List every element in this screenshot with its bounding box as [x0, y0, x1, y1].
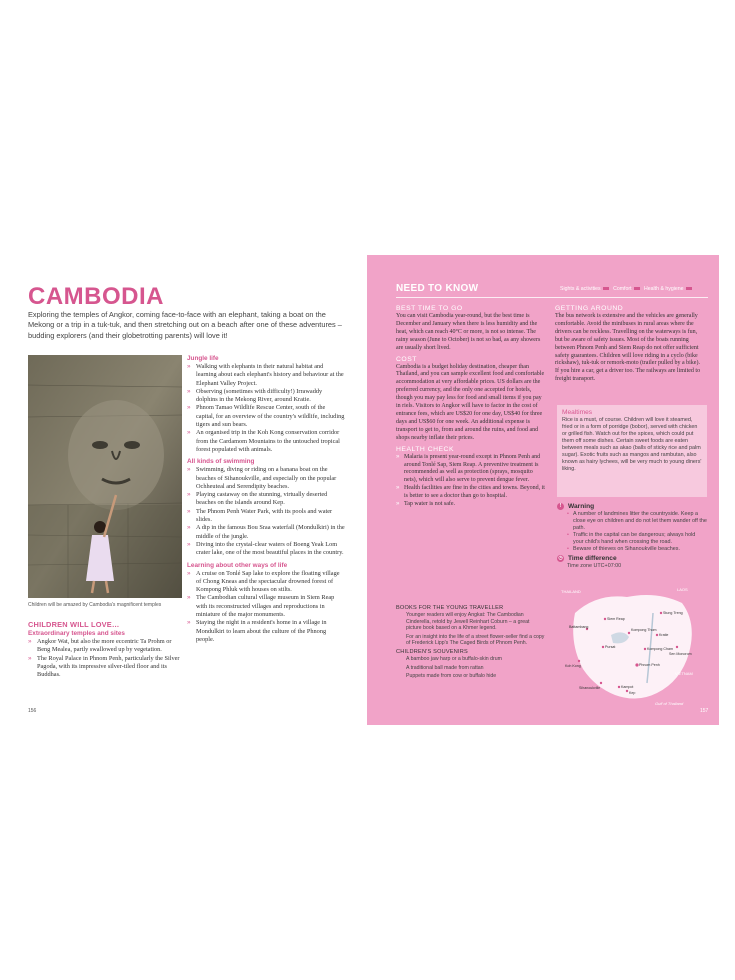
need-to-know-title: NEED TO KNOW — [396, 283, 479, 294]
map-city: Kompong Thom — [631, 628, 657, 632]
list-item: » The Royal Palace in Phnom Penh, particularly the Silver Pagoda, with its impressive silver-tiled floor and its Buddhas. — [28, 655, 182, 680]
section-heading: All kinds of swimming — [187, 458, 255, 466]
children-column-left — [28, 620, 182, 683]
map-city: Kratie — [659, 633, 669, 637]
section-heading: Learning about other ways of life — [187, 561, 288, 569]
bullet-list — [187, 363, 345, 454]
page-title: CAMBODIA — [28, 283, 164, 310]
list-item: » An organised trip in the Koh Kong conservation corridor from the Cardamom Mountains to the untouched tropical forest populated with animals. — [187, 429, 345, 454]
map-city: Stung Treng — [663, 611, 683, 615]
list-item: » Phnom Tamao Wildlife Rescue Center, south of the capital, for an overview of the country's wildlife, including tigers and sun bears. — [187, 404, 345, 429]
legend-dot — [634, 287, 640, 290]
map-city: Pursat — [605, 645, 616, 649]
warning-heading — [557, 503, 707, 510]
list-item: » Angkor Wat, but also the more eccentric Ta Prohm or Beng Mealea, partly swallowed up by vegetation. — [28, 638, 182, 655]
page-number: 156 — [28, 708, 37, 714]
warning-icon: ! — [557, 503, 564, 510]
legend-item: Health & hygiene — [644, 286, 684, 292]
list-item: » The Phnom Penh Water Park, with its pools and water slides. — [187, 508, 345, 525]
cost-text: Cambodia is a budget holiday destination, cheaper than Thailand, and you can sample excellent food and comfortable accommodation at very affordable prices. US dollars are the preferred currency, and the only one accepted for hotels, though you may pay less for food and small items if you pay in riels. Visitors to Angkor will have to factor in the cost of entrance fees, which are US$20 for one day, US$40 for three days and US$60 for one week. An additional expense is transport to get to, from and around the ruins, and food and shops nearby inflate their prices. — [396, 363, 545, 441]
children-heading: CHILDREN WILL LOVE… — [28, 620, 120, 629]
bullet-list — [187, 466, 345, 557]
page-number: 157 — [700, 708, 709, 714]
section-heading: Jungle life — [187, 355, 219, 362]
need-to-know-column-1 — [396, 305, 546, 509]
souvenirs-heading: CHILDREN'S SOUVENIRS — [396, 648, 468, 655]
map-city: Sen Monorom — [669, 652, 692, 656]
legend-dot — [686, 287, 692, 290]
intro-text: Exploring the temples of Angkor, coming face-to-face with an elephant, taking a boat on the Mekong or a trip in a tuk-tuk, and then stretching out on a beach after one of these adventures – budding explorers (and their globetrotting parents) will love it! — [28, 310, 342, 340]
list-item: • Beware of thieves on Sihanoukville beaches. — [567, 546, 707, 553]
map-label-gulf: Gulf of Thailand — [655, 701, 684, 706]
map-label-laos: LAOS — [677, 587, 688, 592]
souvenir-item: A traditional ball made from rattan — [406, 664, 484, 671]
section-heading: Extraordinary temples and sites — [28, 630, 125, 637]
getting-around-text: The bus network is extensive and the vehicles are generally comfortable. Avoid the minibuses in rural areas where the drivers can be reckless. Travelling on the waterways is fun, but be aware of safety issues. Most of the boats running between Phnom Penh and Siem Reap do not offer sufficient safety guarantees. Children will love riding in a cyclo (bike rickshaw), tuk-tuk or remork-moto (trailer pulled by a bike). If you hire a car, get a driver too. The railways are limited to freight transport. — [555, 313, 701, 383]
books-heading: BOOKS FOR THE YOUNG TRAVELLER — [396, 605, 504, 611]
warning-section — [557, 503, 707, 569]
list-item: » Staying the night in a resident's home in a village in Mondulkiri to learn about the culture of the Phnong people. — [187, 619, 345, 644]
clock-icon: ◷ — [558, 555, 563, 561]
book-item: For an insight into the life of a street flower-seller find a copy of Frederick Lipp's The Caged Birds of Phnom Penh. — [406, 633, 545, 647]
best-time-text: You can visit Cambodia year-round, but the best time is December and January when there is less humidity and the heat, which can reach 40°C or more, is not so intense. The rainy season (June to October) is not so bad, as any showers are usually short lived. — [396, 313, 541, 351]
souvenir-item: A bamboo jaw harp or a buffalo-skin drum — [406, 655, 502, 662]
health-list — [396, 454, 546, 509]
list-item: » A dip in the famous Bou Sraa waterfall (Mondulkiri) in the middle of the jungle. — [187, 524, 345, 541]
warning-list — [557, 511, 707, 553]
book-item: Younger readers will enjoy Angkat: The Cambodian Cinderella, retold by Jewell Reinhart Coburn – a great picture book based on a Khmer legend. — [406, 612, 530, 632]
list-item: » Diving into the crystal-clear waters of Boeng Yeak Lom crater lake, one of the most beautiful places in the country. — [187, 541, 345, 558]
list-item: » Walking with elephants in their natural habitat and learning about each elephant's history and behaviour at the Elephant Valley Project. — [187, 363, 345, 388]
list-item: • Traffic in the capital can be dangerous; always hold your child's hand when crossing the road. — [567, 532, 707, 546]
list-item: » Playing castaway on the stunning, virtually deserted beaches on the islands around Kep. — [187, 491, 345, 508]
getting-around-heading: GETTING AROUND — [555, 305, 624, 312]
books-section — [396, 605, 546, 682]
legend-item: Sights & activities — [560, 286, 601, 292]
map-city: Sihanoukville — [579, 686, 601, 690]
mealtimes-text: Rice is a must, of course. Children will love it steamed, fried or in a form of porridge (bobor), served with chicken or grilled fish. Watch out for the spices, which could put them off some dishes. Certain sweet foods are eaten between meals such as akao (balls of sticky rice and palm sugar). Exotic fruits such as mangos and rambutan, also known as hairy lychees, will be very much to young diners' liking. — [562, 417, 702, 472]
children-column-right — [187, 355, 345, 648]
map-city: Battambang — [569, 625, 589, 629]
temple-photo — [28, 355, 182, 598]
legend-dot — [603, 287, 609, 290]
list-item: » Swimming, diving or riding on a banana boat on the beaches of Sihanoukville, and especially on the popular Ochheuteal and Serendipity beaches. — [187, 466, 345, 491]
photo-caption: Children will be amazed by Cambodia's magnificent temples — [28, 602, 162, 608]
map-label-thailand: THAILAND — [561, 589, 581, 594]
warning-heading-label: Warning — [568, 503, 595, 510]
map-city: Siem Reap — [607, 617, 625, 621]
divider — [396, 297, 708, 298]
list-item: » Tap water is not safe. — [396, 501, 546, 509]
map-label-vietnam: VIETNAM — [675, 671, 693, 676]
list-item: » Observing (sometimes with difficulty!) Irrawaddy dolphins in the Mekong River, around Kratie. — [187, 388, 345, 405]
map-city: Kampot — [621, 685, 634, 689]
time-difference-label: Time difference — [568, 555, 617, 562]
time-difference-value: Time zone UTC+07:00 — [567, 563, 622, 569]
time-difference-heading — [557, 555, 707, 562]
souvenir-item: Puppets made from cow or buffalo hide — [406, 673, 497, 680]
bullet-list — [187, 570, 345, 645]
list-item: » A cruise on Tonlé Sap lake to explore the floating village of Chong Kneas and the spectacular drowned forest of Kompong Phluk with houses on stilts. — [187, 570, 345, 595]
list-item: • A number of landmines litter the countryside. Keep a close eye on children and do not let them wander off the path. — [567, 511, 707, 532]
legend-item: Comfort — [613, 286, 632, 292]
bullet-list — [28, 638, 182, 679]
map-city: Phnom Penh — [639, 663, 660, 667]
list-item: » Health facilities are fine in the cities and towns. Beyond, it is better to see a doctor than go to hospital. — [396, 485, 546, 501]
mealtimes-box — [557, 405, 707, 497]
map-city: Koh Kong — [565, 664, 581, 668]
mealtimes-heading: Mealtimes — [562, 409, 593, 416]
cambodia-map — [557, 583, 707, 713]
best-time-heading: BEST TIME TO GO — [396, 305, 463, 312]
health-heading: HEALTH CHECK — [396, 445, 454, 453]
map-city: Kep — [629, 691, 636, 695]
legend — [560, 286, 695, 292]
list-item: » The Cambodian cultural village museum in Siem Reap with its reconstructed villages and reproductions in miniature of the major monuments. — [187, 594, 345, 619]
list-item: » Malaria is present year-round except in Phnom Penh and around Tonlé Sap, Siem Reap. A preventive treatment is recommended as well as protection (sprays, mosquito nets), which will also serve to prevent dengue fever. — [396, 454, 546, 486]
cost-heading: COST — [396, 355, 417, 363]
map-city: Kompong Cham — [647, 647, 673, 651]
need-to-know-column-2 — [555, 305, 705, 387]
